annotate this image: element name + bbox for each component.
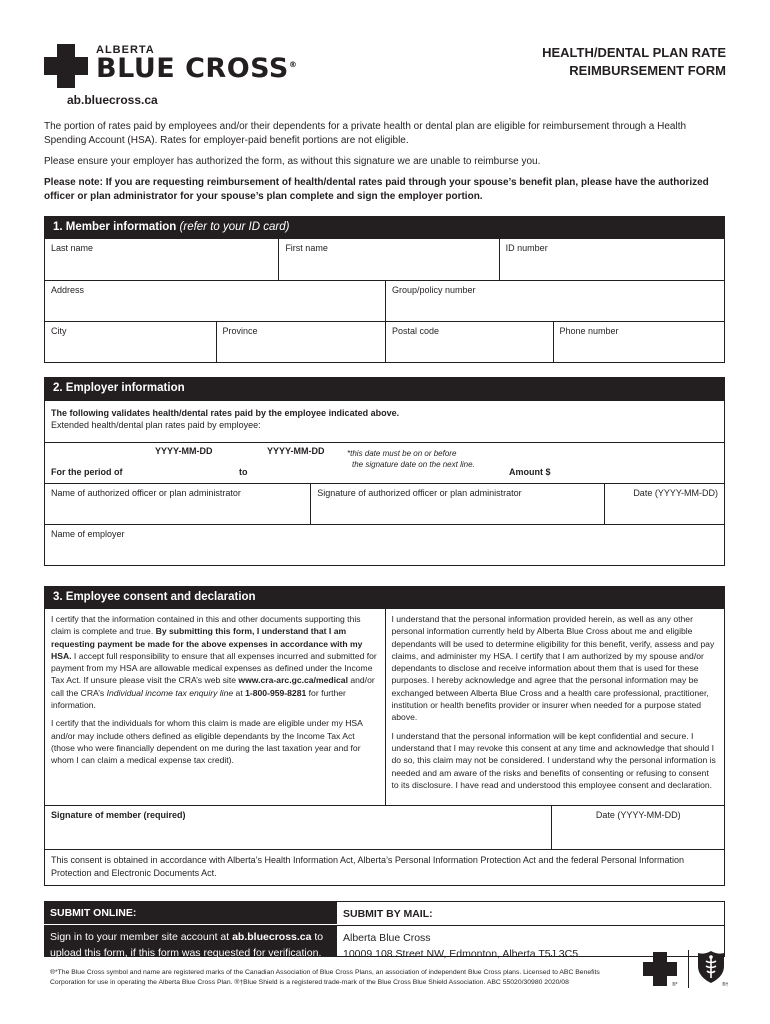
shield-trademark: ®†	[722, 982, 729, 988]
phone-number-field[interactable]: Phone number	[553, 322, 725, 362]
submit-mail-box	[337, 901, 725, 960]
employer-name-field[interactable]: Name of employer	[51, 529, 125, 539]
first-name-field[interactable]: First name	[278, 239, 498, 280]
member-signature-field[interactable]: Signature of member (required)	[51, 810, 186, 820]
website-url: ab.bluecross.ca	[67, 93, 158, 107]
date-format-hint: YYYY-MM-DD	[155, 446, 213, 456]
member-date-field[interactable]: Date (YYYY-MM-DD)	[551, 806, 724, 849]
section-heading: 3. Employee consent and declaration	[45, 587, 724, 609]
cross-trademark: ®*	[672, 982, 678, 988]
period-label: For the period of	[51, 467, 123, 477]
employee-consent-section	[44, 586, 725, 886]
legal-consent-text: This consent is obtained in accordance with Alberta’s Health Information Act, Alberta’s Personal Information Protection Act and the federal Personal Information Protection and Electronic Documents Act.	[51, 855, 685, 878]
footer-legal-text: ®*The Blue Cross symbol and name are registered marks of the Canadian Association of Blue Cross Plans, an association of independent Blue Cross plans. Licensed to ABC Benefits Corporation for use in operating the Alberta Blue Cross Plan. ®†Blue Shield is a registered trade-mark of the Blue Cross Blue Shield Association. ABC 55020/30980 2020/08	[50, 969, 600, 986]
blue-cross-icon	[44, 44, 88, 88]
consent-text	[45, 609, 724, 805]
id-number-field[interactable]: ID number	[499, 239, 724, 280]
submit-options	[44, 901, 725, 960]
officer-signature-field[interactable]: Signature of authorized officer or plan administrator	[310, 484, 604, 524]
date-format-hint: YYYY-MM-DD	[267, 446, 325, 456]
divider	[688, 950, 689, 988]
submit-mail-heading: SUBMIT BY MAIL:	[337, 906, 724, 926]
amount-label: Amount $	[509, 467, 551, 477]
intro-paragraph: Please ensure your employer has authorized the form, as without this signature we are unable to reimburse you.	[44, 156, 541, 167]
alberta-blue-cross-logo	[44, 44, 324, 90]
mail-address: 10009 108 Street NW, Edmonton, Alberta T5J 3C5	[343, 948, 579, 960]
postal-code-field[interactable]: Postal code	[385, 322, 553, 362]
consent-left-column: I certify that the information contained in this and other documents supporting this claim is complete and true. By submitting this form, I understand that I am requesting payment be made for the above expenses in accordance with my HSA. I accept full responsibility to ensure that all expenses incurred and submitted for payment from my HSA are allowable medical expenses as defined under the Income Tax Act. If unsure please visit the CRA’s web site www.cra-arc.gc.ca/medical and/or call the CRA’s Individual income tax enquiry line at 1-800-959-8281 for further information. I certify that the individuals for whom this claim is made are eligible under my HSA and/or may include others defined as eligible dependants by the Income Tax Act (those who were financially dependent on me during the last taxation year and for whom I can claim a medical expense tax credit).	[51, 614, 377, 766]
logo-bluecross-text: BLUE CROSS®	[96, 53, 298, 84]
submit-online-text: Sign in to your member site account at ab.bluecross.ca to upload this form, if this form was requested for verification.	[50, 931, 324, 959]
blue-shield-icon	[697, 950, 725, 989]
group-policy-field[interactable]: Group/policy number	[385, 281, 724, 321]
employer-date-field[interactable]: Date (YYYY-MM-DD)	[604, 484, 724, 524]
period-row	[45, 442, 724, 483]
mail-recipient: Alberta Blue Cross	[343, 932, 431, 944]
submit-online-box	[44, 901, 337, 957]
logo-alberta-text: ALBERTA	[96, 44, 155, 56]
submit-online-heading: SUBMIT ONLINE:	[44, 905, 337, 925]
section-heading: 2. Employer information	[45, 378, 724, 400]
amount-input[interactable]	[565, 455, 715, 481]
section-heading: 1. Member information (refer to your ID card)	[45, 217, 724, 239]
form-title: HEALTH/DENTAL PLAN RATE REIMBURSEMENT FORM	[542, 45, 726, 78]
intro-paragraph: The portion of rates paid by employees and/or their dependents for a private health or dental plan are eligible for reimbursement through a Health Spending Account (HSA). Rates for employer-paid benefit portions are not eligible.	[44, 121, 687, 146]
date-note: *this date must be on or before the signature date on the next line.	[347, 449, 475, 469]
blue-cross-icon	[643, 952, 677, 986]
province-field[interactable]: Province	[216, 322, 386, 362]
address-field[interactable]: Address	[51, 285, 85, 295]
officer-name-field[interactable]: Name of authorized officer or plan administrator	[51, 488, 241, 498]
employer-information-section	[44, 377, 725, 566]
member-site-link[interactable]: ab.bluecross.ca	[232, 931, 312, 943]
intro-text	[44, 120, 724, 211]
consent-right-column: I understand that the personal information provided herein, as well as any other personal information currently held by Alberta Blue Cross about me and eligible dependants will be used to determine eligibility for this benefit, verify, assess and pay claims, and administer my HSA. I certify that I am authorized by my spouse and/or dependants to disclose and receive information about them that is used for these purposes. I hereby acknowledge and agree that the personal information may be exchanged between Alberta Blue Cross and a health care professional, practitioner, institution or health benefits provider or insurer when needed for a purpose stated above. I understand that the personal information will be kept confidential and secure. I understand that I may revoke this consent at any time and acknowledge that should I do so, this claim may not be considered. I understand why the personal information is needed and am aware of the risks and benefits of consenting or refusing to consent to its disclosure. I have read and understood this employee consent and declaration.	[385, 609, 725, 805]
city-field[interactable]: City	[51, 326, 67, 336]
member-information-section	[44, 216, 725, 363]
to-label: to	[239, 467, 248, 477]
intro-note: Please note: If you are requesting reimbursement of health/dental rates paid through your spouse’s benefit plan, please have the authorized officer or plan administrator for your spouse’s plan complete and sign the employer portion.	[44, 177, 709, 202]
employer-note: The following validates health/dental rates paid by the employee indicated above. Extended health/dental plan rates paid by employee:	[45, 400, 724, 442]
last-name-field[interactable]: Last name	[51, 243, 94, 253]
